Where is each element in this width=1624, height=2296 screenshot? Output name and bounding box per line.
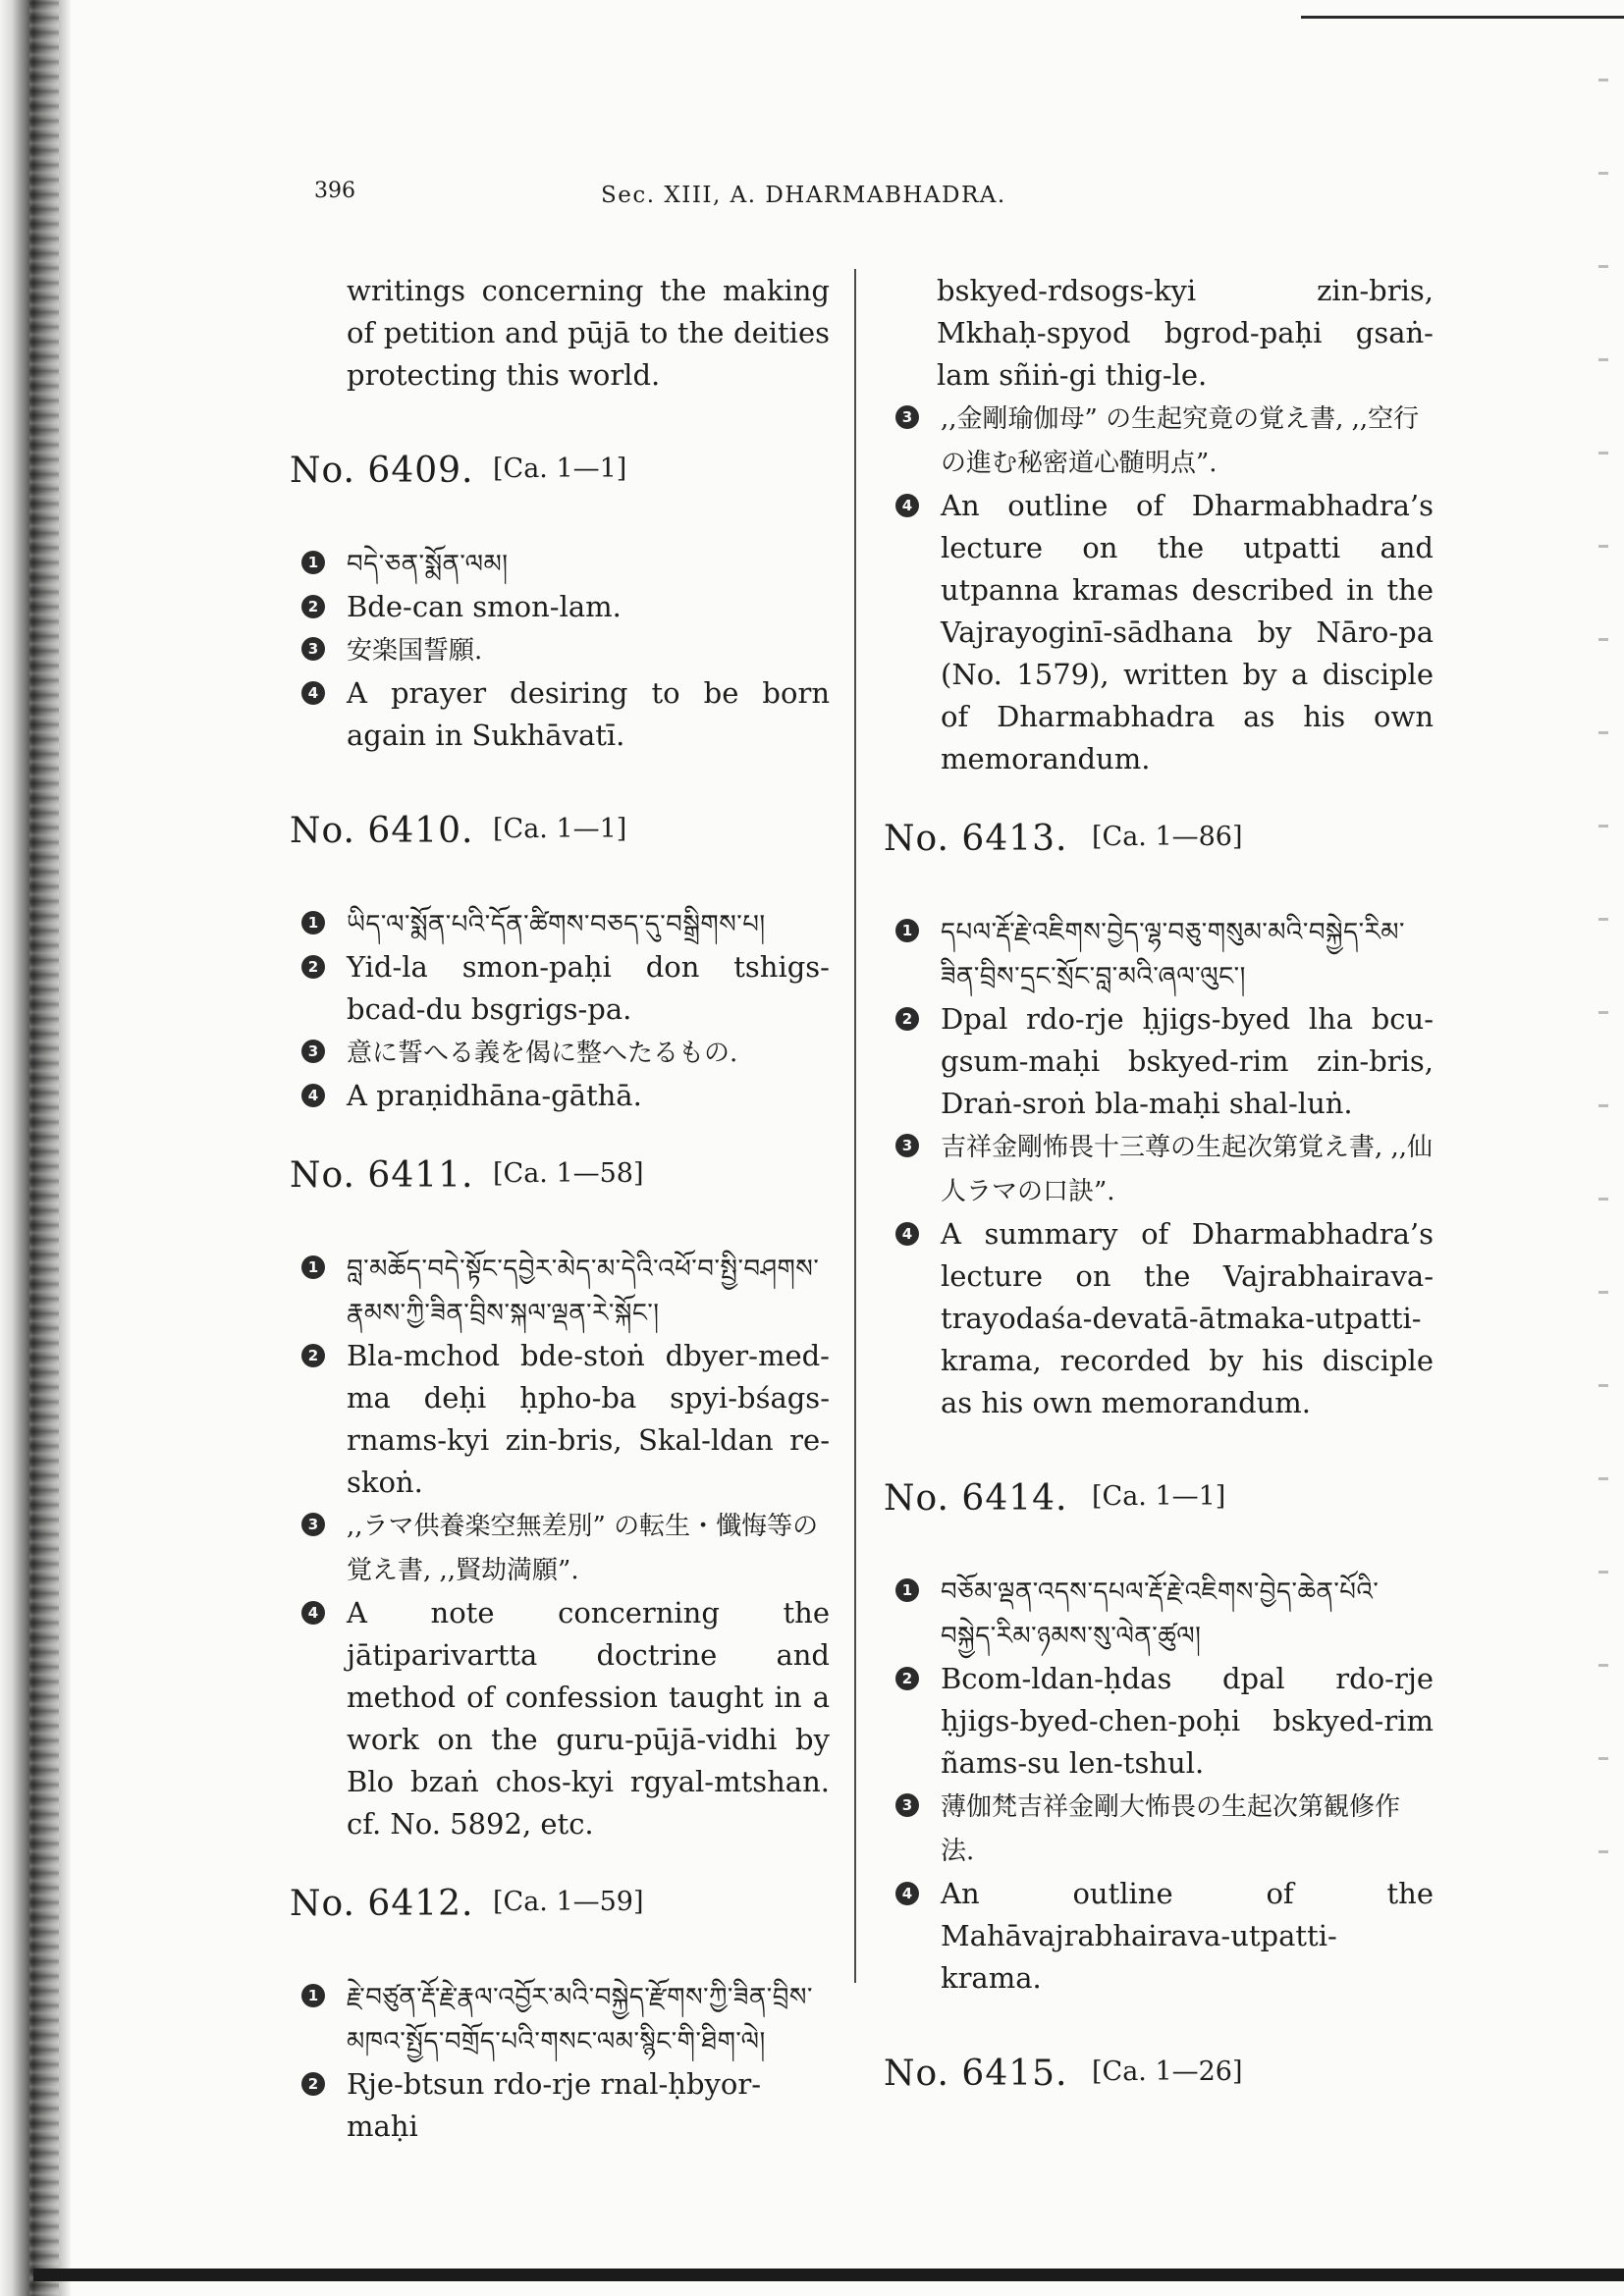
- japanese-title: 3 安楽国誓願.: [290, 628, 830, 672]
- catalog-ref: [Ca. 1—86]: [1092, 822, 1243, 852]
- entry-heading-6409: [290, 440, 830, 514]
- entry-heading-6414: [884, 1468, 1434, 1542]
- catalog-ref: [Ca. 1—26]: [1092, 2056, 1243, 2087]
- entry-heading-6415: [884, 2043, 1434, 2117]
- entry-number: No. 6409.: [290, 451, 474, 491]
- entry-number: No. 6411.: [290, 1155, 474, 1196]
- circled-number: 3: [301, 637, 325, 661]
- tibetan-title: 1 ཡིད་ལ་སྨོན་པའི་དོན་ཚིགས་བཅད་དུ་བསྒྲིགས་པ།: [290, 902, 830, 946]
- entry-heading-6413: [884, 808, 1434, 882]
- entry-heading-6410: [290, 800, 830, 875]
- scan-edge-mark: [1301, 16, 1624, 19]
- tibetan-title: 1 བླ་མཆོད་བདེ་སྟོང་དབྱེར་མེད་མ་དེའི་འཕོ་བ་སྤྱི་བཤགས་རྣམས་ཀྱི་ཟིན་བྲིས་སྐལ་ལྡན་རེ་སྐོང་།: [290, 1247, 830, 1335]
- right-column: [884, 270, 1434, 2117]
- circled-number: 3: [895, 1134, 919, 1157]
- circled-number: 3: [301, 1040, 325, 1063]
- entry-number: No. 6413.: [884, 819, 1068, 859]
- japanese-title: 3 意に誓へる義を偈に整へたるもの.: [290, 1031, 830, 1075]
- circled-number: 3: [895, 405, 919, 429]
- bottom-page-edge: [33, 2269, 1624, 2281]
- entry-number: No. 6414.: [884, 1478, 1068, 1519]
- catalog-ref: [Ca. 1—1]: [493, 814, 627, 844]
- circled-number: 3: [301, 1513, 325, 1536]
- tibetan-title: 1 དཔལ་རྡོ་རྗེ་འཇིགས་བྱེད་ལྷ་བཅུ་གསུམ་མའི་བསྐྱེད་རིམ་ཟིན་བྲིས་དྲང་སྲོང་བླ་མའི་ཞལ་ལུང་།: [884, 910, 1434, 998]
- scan-edge-speckle: [1598, 39, 1608, 1904]
- circled-number: 4: [301, 681, 325, 705]
- spine-texture: [29, 0, 59, 2296]
- circled-number: 2: [301, 955, 325, 979]
- entry-number: No. 6410.: [290, 811, 474, 851]
- circled-number: 2: [895, 1007, 919, 1031]
- romanized-title: 2 Bde-can smon-lam.: [290, 586, 830, 628]
- tibetan-title: 1 བདེ་ཅན་སྨོན་ལམ།: [290, 542, 830, 586]
- romanized-title: 2 Yid-la smon-paḥi don tshigs-bcad-du bsgrigs-pa.: [290, 946, 830, 1031]
- catalog-ref: [Ca. 1—1]: [1092, 1481, 1226, 1512]
- romanized-title: 2 Rje-btsun rdo-rje rnal-ḥbyor-maḥi: [290, 2063, 830, 2148]
- circled-number: 4: [895, 1882, 919, 1905]
- circled-number: 4: [895, 1222, 919, 1246]
- circled-number: 1: [895, 919, 919, 942]
- circled-number: 4: [301, 1084, 325, 1107]
- circled-number: 4: [895, 494, 919, 517]
- english-description: 4 A note concerning the jātiparivartta doctrine and method of confession taught in a work on the guru-pūjā-vidhi by Blo bzaṅ chos-kyi rgyal-mtshan. cf. No. 5892, etc.: [290, 1592, 830, 1845]
- circled-number: 1: [301, 911, 325, 934]
- entry-heading-6411: [290, 1145, 830, 1219]
- catalog-ref: [Ca. 1—58]: [493, 1158, 644, 1189]
- circled-number: 1: [895, 1578, 919, 1602]
- circled-number: 3: [895, 1793, 919, 1817]
- romanized-title: 2 Dpal rdo-rje ḥjigs-byed lha bcu-gsum-maḥi bskyed-rim zin-bris, Draṅ-sroṅ bla-maḥi shal-luṅ.: [884, 998, 1434, 1125]
- circled-number: 4: [301, 1601, 325, 1625]
- english-description: 4 A summary of Dharmabhadra’s lecture on the Vajrabhairava-trayodaśa-devatā-ātmaka-utpatti-krama, recorded by his disciple as his own memorandum.: [884, 1213, 1434, 1424]
- romanized-title: 2 Bla-mchod bde-stoṅ dbyer-med-ma deḥi ḥpho-ba spyi-bśags-rnams-kyi zin-bris, Skal-ldan re-skoṅ.: [290, 1335, 830, 1504]
- entry-number: No. 6412.: [290, 1884, 474, 1924]
- left-column: [290, 270, 830, 2148]
- entry-number: No. 6415.: [884, 2054, 1068, 2094]
- english-description: 4 An outline of Dharmabhadra’s lecture on the utpatti and utpanna kramas described in the Vajrayoginī-sādhana by Nāro-pa (No. 1579), written by a disciple of Dharmabhadra as his own memorandum.: [884, 485, 1434, 780]
- tibetan-title: 1 རྗེ་བཙུན་རྡོ་རྗེ་རྣལ་འབྱོར་མའི་བསྐྱེད་རྫོགས་ཀྱི་ཟིན་བྲིས་མཁའ་སྤྱོད་བགྲོད་པའི་གསང་ལམ་སྙིང་གི་ཐིག་ལེ།: [290, 1975, 830, 2063]
- page-number: 396: [314, 179, 355, 203]
- circled-number: 1: [301, 1984, 325, 2007]
- japanese-title: 3 吉祥金剛怖畏十三尊の生起次第覚え書, ,,仙人ラマの口訣”.: [884, 1125, 1434, 1213]
- english-description: 4 An outline of the Mahāvajrabhairava-utpatti-krama.: [884, 1873, 1434, 2000]
- running-head: Sec. XIII, A. DHARMABHADRA.: [601, 183, 1006, 208]
- catalog-ref: [Ca. 1—1]: [493, 454, 627, 484]
- circled-number: 1: [301, 551, 325, 574]
- japanese-title: 3 ,,金剛瑜伽母” の生起究竟の覚え書, ,,空行の進む秘密道心髄明点”.: [884, 397, 1434, 485]
- romanized-title: 2 Bcom-ldan-ḥdas dpal rdo-rje ḥjigs-byed-chen-poḥi bskyed-rim ñams-su len-tshul.: [884, 1658, 1434, 1785]
- circled-number: 1: [301, 1255, 325, 1279]
- tibetan-title: 1 བཅོམ་ལྡན་འདས་དཔལ་རྡོ་རྗེ་འཇིགས་བྱེད་ཆེན་པོའི་བསྐྱེད་རིམ་ཉམས་སུ་ལེན་ཚུལ།: [884, 1570, 1434, 1658]
- english-description: 4 A praṇidhāna-gāthā.: [290, 1075, 830, 1117]
- intro-text: writings concerning the making of petition and pūjā to the deities protecting this world.: [347, 274, 830, 392]
- circled-number: 2: [301, 1344, 325, 1367]
- catalog-ref: [Ca. 1—59]: [493, 1887, 644, 1917]
- circled-number: 2: [895, 1667, 919, 1690]
- japanese-title: 3 ,,ラマ供養楽空無差別” の転生・懺悔等の覚え書, ,,賢劫満願”.: [290, 1504, 830, 1592]
- column-divider: [854, 269, 856, 1983]
- english-description: 4 A prayer desiring to be born again in Sukhāvatī.: [290, 672, 830, 757]
- circled-number: 2: [301, 595, 325, 618]
- japanese-title: 3 薄伽梵吉祥金剛大怖畏の生起次第観修作法.: [884, 1785, 1434, 1873]
- entry-heading-6412: [290, 1873, 830, 1948]
- continued-romanized-title: bskyed-rdsogs-kyi zin-bris, Mkhaḥ-spyod bgrod-paḥi gsaṅ-lam sñiṅ-gi thig-le.: [937, 274, 1434, 392]
- circled-number: 2: [301, 2072, 325, 2096]
